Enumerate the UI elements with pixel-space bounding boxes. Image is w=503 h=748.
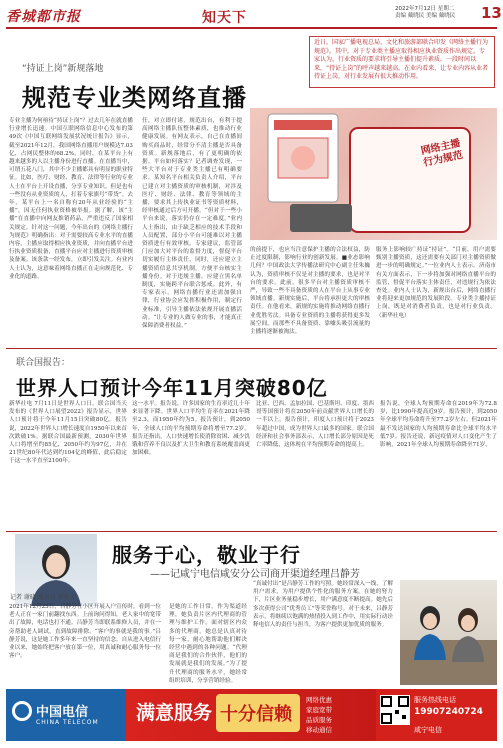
article3-photo: [400, 580, 497, 685]
telecom-brand-en: CHINA TELECOM: [36, 719, 99, 726]
article1-col3: 的前提下，也应当注意保护主播的合法权益，防止过度限制，影响行业的创新发展。■业态影响几何？中国政法大学传播法研究中心副主任朱巍认为，资质审核不仅是对主播的要求，也是对平台的要求。此前，很多平台对主播资质审核不严，导致一些不具备资质的人在平台上从事专业领域直播。新规实施后，平台将承担更大的审核责任。在他看来，新规的实施将推动网络直播行业优胜劣汰。具备专业资质的主播将获得更多发展空间，而那些不具备资质、靠噱头吸引流量的主播将逐渐被淘汰。: [250, 247, 370, 336]
page-number: 13: [481, 4, 502, 22]
article1-col2: 任，对立即付诸，规范出台，有利于提高网络主播队伍整体素质，也推动行业健康发展。有网友表示，自己在直播间购买商品时，经常分不清主播是否具备资质。新规落地后，有了更明确的依据。平台如何落实？记者调查发现，一些大平台对于专业类主播已有明确要求。某知名平台相关负责人介绍，平台已建立对主播资质的审核机制，对涉及医疗、财经、法律、教育等领域的主播，要求其上传执业证书等资质材料，经审核通过后方可开播。“但对于一些小平台来说，落实仍存在一定难度。”业内人士指出，由于缺乏相应的技术手段和人员配置，部分小平台可能难以对主播资质进行有效审核。专家建议，监管部门应加大对平台的监督力度，督促平台切实履行主体责任。同时，还应建立主播资质信息共享机制，方便平台核实主播身份。对于违规主播，应建立黑名单制度，实施跨平台联合惩戒。此外，有专家表示，网络直播行业还需加强自律，行业协会应发挥积极作用，制定行业标准，引导主播依法依规开展直播活动。“让专业的人做专业的事，才能真正保障消费者权益。”: [142, 118, 242, 330]
article2-col2: 这一水平。报告说，许多国家的生育率近几十年来显著下降。世界人口平均生育率在2021年降至2.3，而1950年约为5。报告预计，到2050年，全球人口的平均预期寿命将增至77.2岁。报告还指出，人口快速增长使消除贫困、减少饥饿和营养不良以及扩大卫生和教育系统覆盖面更加困难。: [132, 401, 250, 457]
article2-col3: 比亚、巴西、孟加拉国、巴基斯坦、印度、墨西哥等国预计将在2050年前贡献世界人口增长的一半以上。报告预计，印度人口预计将于2023年超过中国，成为世界人口最多的国家。联合国经济和社会事务部表示，人口增长部分原因是死亡率降低，这体现在平均预期寿命的提高上。: [256, 401, 374, 449]
section-divider-2: [6, 531, 497, 532]
article2-col4: 报告说，全球人均预期寿命在2019年为72.8岁，比1990年提高近9岁。报告预计，到2050年全球平均寿命将升至77.2岁左右。但2021年最不发达国家的人均预期寿命比全球平均水平低7岁。报告还说，新冠疫情对人口变化产生了影响，2021年全球人均预期寿命降至71岁。: [380, 401, 497, 449]
article1-illustration: [250, 108, 497, 240]
ad-contact-block: [376, 689, 497, 741]
issue-date: 2022年7月12日 星期二: [395, 6, 455, 12]
ad-service-item: 移动通信: [306, 726, 332, 734]
article1-photo-sign: 网络主播行为规范: [419, 138, 464, 169]
telecom-logo-icon: [12, 701, 32, 721]
article1-col1: 专业主播为何亟待“持证上岗”？过去几年在就直播行业增长迅速。中国互联网络信息中心发布的第49次《中国互联网络发展状况统计报告》显示，截至2021年12月，我国网络直播用户规模达7.03亿，占网民整体的68.2%。同时，在某平台上有越来越多的人以主播身份进行直播。在直播当中，可谓五花八门，其中不少主播都具有明显的职业特征。比如，医疗、财经、教育、法律等行业的专业人士在平台上开设直播，分享专业知识。但是也有一些没有从业资质的人，打着专家旗号“带货”。去年，某平台上一名自称有20年从业经验的“主播”，因无任何执业资格被举报。据了解，该“主播”在直播中向网友推销药品，严重违反了国家相关规定。针对这一问题，今年出台的《网络主播行为规范》明确指出：对于需要较高专业水平的直播内容，主播应取得相应执业资质，并向直播平台进行执业资质报备，直播平台应对主播进行资质审核及备案。该条款一经发布，立即引发关注。有业内人士认为，这意味着网络直播正在走向规范化、专业化的道路。: [9, 118, 133, 280]
customer-service-icon: [400, 580, 497, 685]
issue-editors: 责编 戴晓民 美编 戴晓民: [395, 13, 456, 19]
article3-subhead: ——记咸宁电信咸安分公司商开渠道经理吕静芳: [150, 569, 360, 580]
ad-service-item: 网络优惠: [306, 696, 332, 704]
ad-slogan-a: 满意服务: [136, 702, 213, 724]
article3-headline: 服务于心，敬业于行: [112, 543, 301, 567]
article2-col1: 新华社电 7月11日是世界人口日。联合国当天发布的《世界人口展望2022》报告显示，世界人口预计将于今年11月15日突破80亿。报告说，2022年世界人口增长速度自1950年以来首次跌破1%。据联合国最新预测，2030年世界人口将增至约85亿，2050年约为97亿，并在21世纪80年代达到约104亿的峰值，此后稳定于这一水平直至2100年。: [9, 401, 127, 465]
ad-right-brand: 咸宁电信: [414, 726, 442, 734]
article3-col3: “真诚付出”是吕静芳工作的写照。她经常深入一线，了解用户需求，为用户提供个性化的服务方案。在她的努力下，片区业务量稳步增长，用户满意度不断提高。她先后多次获得公司“优秀员工”等荣誉称号。对于未来，吕静芳表示，将继续以饱满的热情投入到工作中，用实际行动诠释电信人的责任与担当，为客户提供更加优质的服务。: [253, 581, 393, 629]
article1-photo: [250, 108, 497, 240]
ad-phone: 19907240724: [414, 707, 483, 717]
header-rule: [6, 27, 497, 29]
ad-slogan-b: 十分信赖: [220, 704, 292, 725]
article1-col4: 服务上影响较广持证“持证”。“目前，用户需要甄别主播资质，这还需要有关部门对主播资质做进一步的明确规定。”一位业内人士表示。济南市有关方面表示，下一步将加强对网络直播平台的监管，督促平台落实主体责任，对违规行为依法查处。业内人士认为，新规出台后，网络直播行业将迎来更加规范的发展阶段。专业类主播持证上岗，既是对消费者负责，也是对行业负责。（新华社电）: [376, 247, 496, 319]
article3-col2: 是她的工作日常。作为渠道经理，她负责片区内代理商的管理与维护工作。面对辖区内众多的代理商，她总是认真对待每一家，耐心地帮助他们解决经营中遇到的各种问题。“代理商是我们的合作伙伴，他们的发展就是我们的发展。”为了提升代理商的服务水平，她经常组织培训，分享营销经验。: [169, 604, 247, 684]
ad-service-item: 品质服务: [306, 716, 332, 724]
issue-meta: [395, 6, 495, 20]
article1-headline: 规范专业类网络直播: [22, 84, 247, 112]
section-title: 知天下: [202, 10, 247, 26]
article3-byline: 记者 谢晓 通讯员 罗贵芳: [10, 594, 76, 601]
ad-hotline-label: 服务热线电话: [414, 696, 456, 704]
article3-col1: 2021年12月23日，吕静芳在小区开展入户宣传时，看到一位老人正在一家门前翻找东西。上前询问得知，老人家中的宽带出了故障，电话也打不通。吕静芳当即联系维修人员，并在一旁帮助老人调试，直到故障排除。“客户的事就是我的事。”吕静芳说，这是她工作多年来一直坚持的信念。自从进入电信行业以来，她始终把客户放在第一位，用真诚和耐心服务每一位客户。: [9, 604, 161, 660]
article2-kicker: 联合国报告：: [16, 358, 71, 368]
article2-headline: 世界人口预计今年11月突破80亿: [16, 376, 328, 400]
ad-slogan-block: [126, 689, 376, 741]
qr-code-icon: [380, 695, 410, 725]
article1-kicker: “持证上岗”新规落地: [22, 64, 104, 74]
page-header: [0, 0, 503, 30]
newspaper-logo: 香城都市报: [6, 9, 81, 25]
section-divider-1: [6, 348, 497, 349]
ad-services-list: [306, 695, 372, 735]
ad-service-item: 家庭宽带: [306, 706, 332, 714]
telecom-brand-cn: 中国电信: [36, 705, 89, 720]
telecom-ad-banner: [6, 689, 497, 741]
telecom-brand-block: [6, 689, 126, 741]
editor-note-box: 近日，国家广播电视总局、文化和旅游部联合印发《网络主播行为规范》。其中，对于专业类主播应取得相应执业资质作出规定。专家认为，行业资质的要求将引导主播们提升素质。一段时间以来，“持证上岗”的呼声越来越高。在业内看来，让专业内容从业者持证上岗，对行业发展有很大推动作用。: [309, 36, 495, 88]
